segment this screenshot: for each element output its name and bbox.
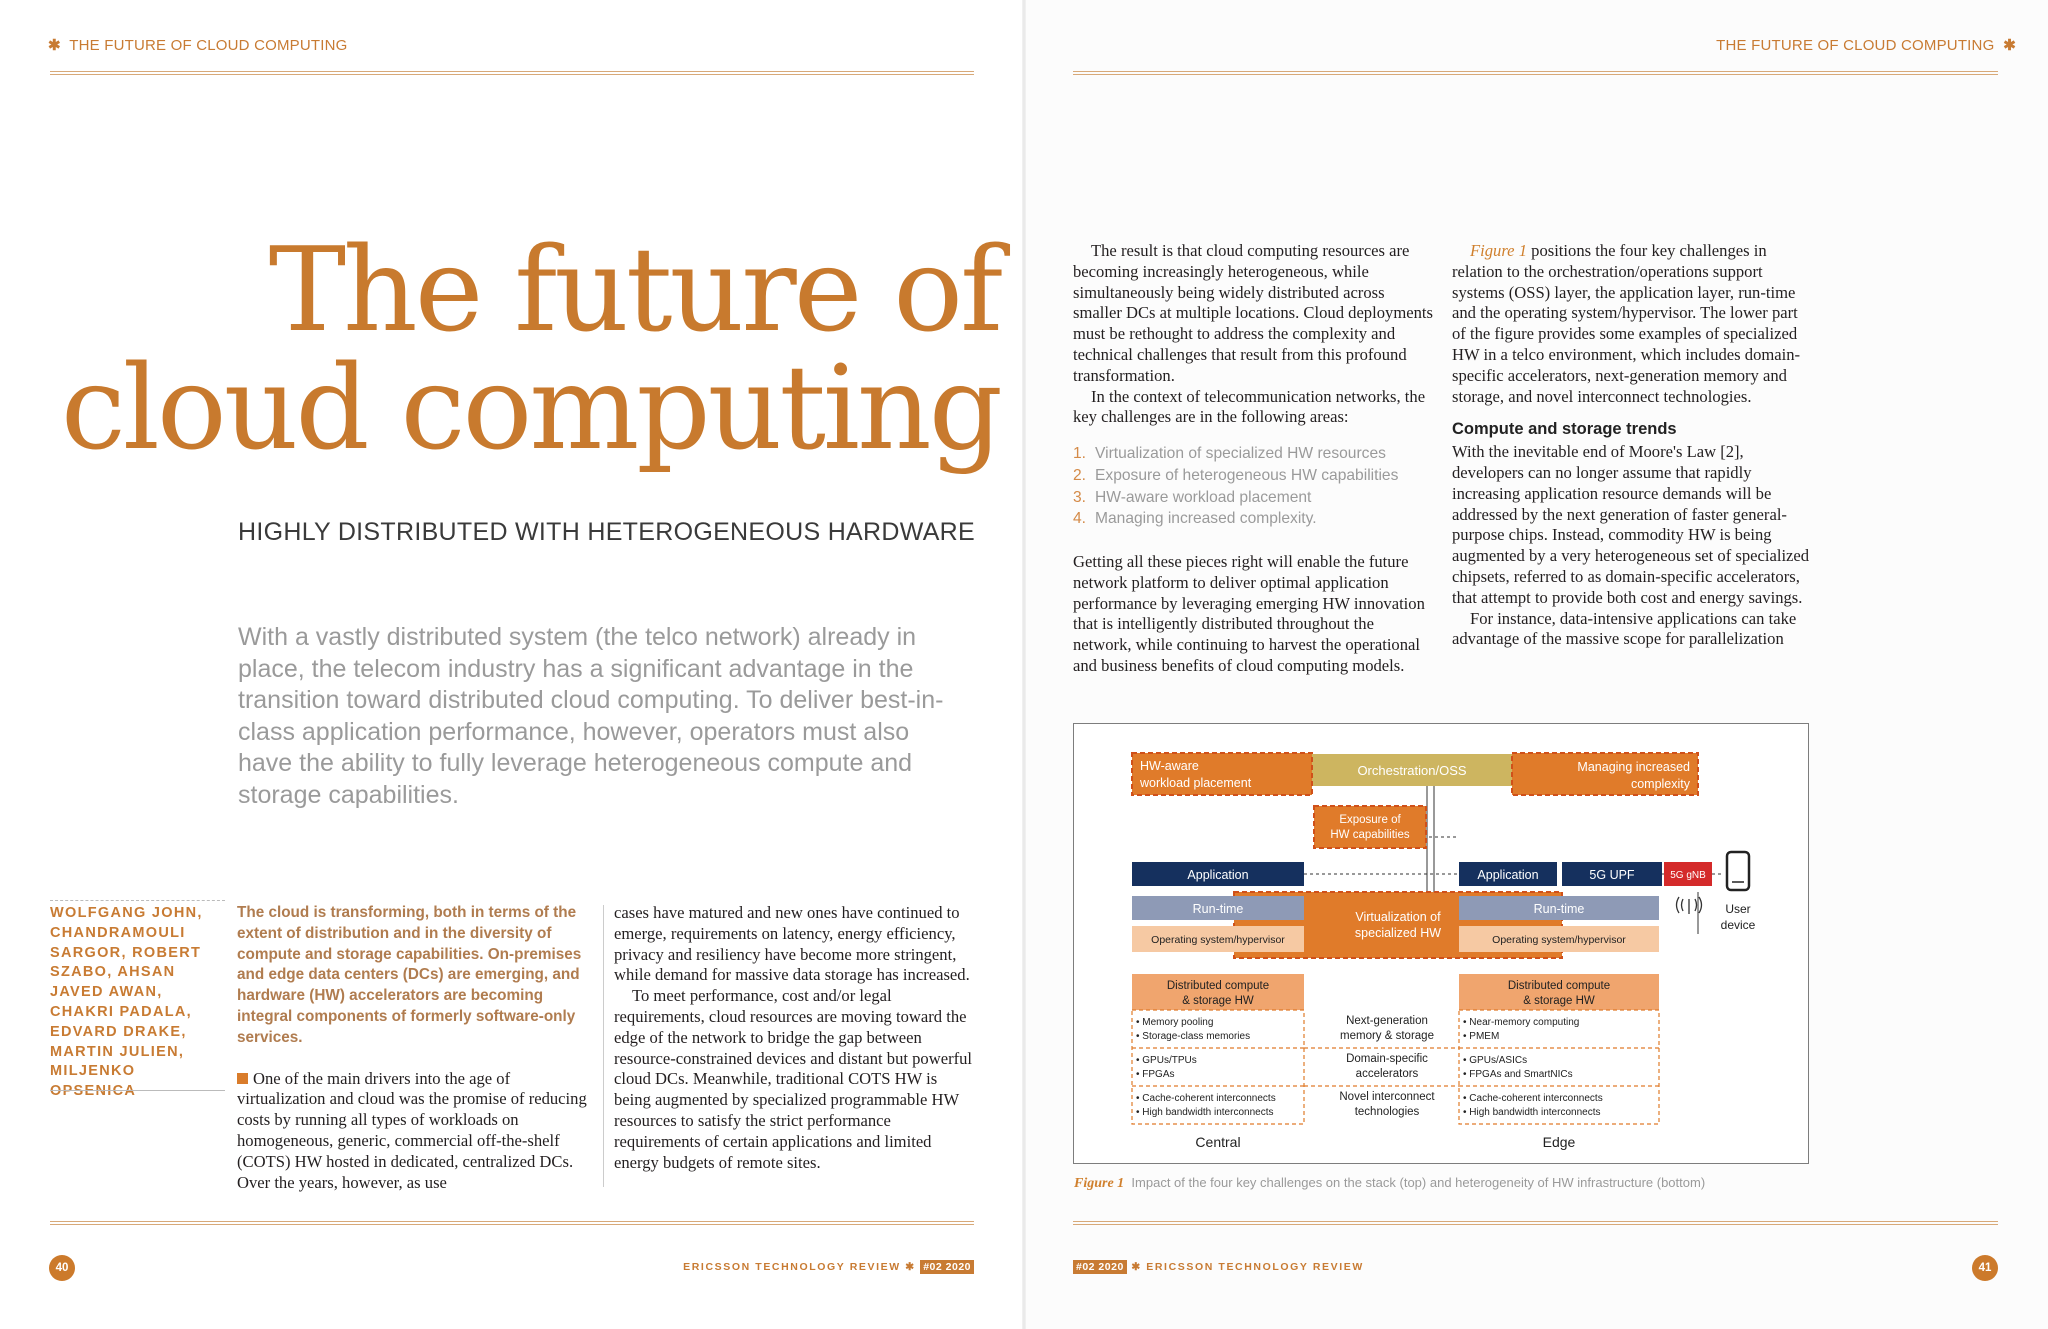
body-paragraph: The result is that cloud computing resources are becoming increasingly heterogeneous, while simultaneously being widely distributed across smaller DCs at multiple locations. Cloud deployments must be rethought to address the complexity and technical challenges that result from this profound transformation. xyxy=(1073,241,1433,385)
figure-link[interactable]: Figure 1 xyxy=(1470,241,1527,260)
footer-magazine-right: #02 2020 ✱ ERICSSON TECHNOLOGY REVIEW xyxy=(1073,1261,1364,1273)
svg-text:memory & storage: memory & storage xyxy=(1340,1030,1434,1042)
star-icon: ✱ xyxy=(905,1261,916,1273)
body-paragraph: Figure 1 positions the four key challenges in relation to the orchestration/operations support systems (OSS) layer, the application layer, run-time and the operating system/hypervisor. The lower part of the figure provides some examples of specialized HW in a telco environment, which includes domain-specific accelerators, next-generation memory and storage, and novel interconnect technologies. xyxy=(1452,241,1801,406)
column-divider xyxy=(603,905,604,1187)
svg-text:• GPUs/TPUs: • GPUs/TPUs xyxy=(1136,1055,1197,1066)
page-number-right: 41 xyxy=(1972,1255,1998,1281)
svg-text:Run-time: Run-time xyxy=(1192,902,1244,916)
figure-1 xyxy=(1073,723,1809,1164)
square-bullet-icon xyxy=(237,1073,248,1084)
issue-tag: #02 2020 xyxy=(920,1260,974,1274)
svg-text:• Cache-coherent interconnects: • Cache-coherent interconnects xyxy=(1136,1093,1276,1104)
figure-diagram xyxy=(1074,724,1810,1165)
svg-text:• PMEM: • PMEM xyxy=(1463,1031,1500,1042)
body-paragraph: To meet performance, cost and/or legal requirements, cloud resources are moving toward the edge of the network to bridge the gap between resource-constrained devices and distant but powerful cloud DCs. Meanwhile, traditional COTS HW is being augmented by specialized programmable HW resources to satisfy the strict performance requirements of certain applications and limited energy budgets of remote sites. xyxy=(614,986,973,1172)
exposure-box xyxy=(1314,806,1426,848)
svg-text:• GPUs/ASICs: • GPUs/ASICs xyxy=(1463,1055,1528,1066)
svg-text:Application: Application xyxy=(1187,868,1249,882)
svg-text:workload placement: workload placement xyxy=(1140,776,1252,790)
header-rule-left xyxy=(50,71,974,75)
authors-rule xyxy=(50,900,225,901)
svg-text:• Near-memory computing: • Near-memory computing xyxy=(1463,1017,1580,1028)
body-paragraph: For instance, data-intensive applications can take advantage of the massive scope for parallelization xyxy=(1452,608,1797,649)
svg-text:complexity: complexity xyxy=(1630,777,1690,791)
body-paragraph: One of the main drivers into the age of virtualization and cloud was the promise of reducing costs by running all types of workloads on homogeneous, generic, commercial off-the-shelf (COTS) HW hosted in dedicated, centralized DCs. Over the years, however, as use xyxy=(237,1068,587,1192)
svg-text:specialized HW: specialized HW xyxy=(1354,926,1442,940)
footer-magazine-left: ERICSSON TECHNOLOGY REVIEW ✱ #02 2020 xyxy=(683,1261,974,1273)
phone-icon xyxy=(1727,852,1749,890)
authors-rule xyxy=(50,1090,225,1091)
user-device-label: User xyxy=(1725,902,1751,916)
svg-text:Application: Application xyxy=(1477,868,1539,882)
svg-text:technologies: technologies xyxy=(1354,1106,1420,1118)
body-column-3-cont xyxy=(1073,552,1433,677)
list-item: 3. HW-aware workload placement xyxy=(1073,488,1312,506)
svg-text:& storage HW: & storage HW xyxy=(1182,995,1254,1007)
body-column-1 xyxy=(237,903,597,1193)
hw-aware-label: HW-aware xyxy=(1140,759,1199,773)
list-item: 1. Virtualization of specialized HW resources xyxy=(1073,445,1386,462)
article-title: The future of cloud computing xyxy=(60,223,1000,476)
svg-text:Distributed compute: Distributed compute xyxy=(1166,980,1270,992)
svg-text:HW capabilities: HW capabilities xyxy=(1330,829,1410,841)
svg-text:Operating system/hypervisor: Operating system/hypervisor xyxy=(1151,934,1285,946)
svg-text:• High bandwidth interconnects: • High bandwidth interconnects xyxy=(1463,1107,1601,1118)
body-column-4 xyxy=(1452,241,1814,650)
body-column-3 xyxy=(1073,241,1433,428)
star-icon: ✱ xyxy=(1131,1261,1142,1273)
svg-text:Next-generation: Next-generation xyxy=(1346,1015,1428,1027)
svg-text:• Cache-coherent interconnects: • Cache-coherent interconnects xyxy=(1463,1093,1603,1104)
figure-caption: Figure 1 Impact of the four key challenges on the stack (top) and heterogeneity of HW infrastructure (bottom) xyxy=(1074,1175,1706,1191)
svg-text:Distributed compute: Distributed compute xyxy=(1507,980,1611,992)
section-heading: Compute and storage trends xyxy=(1452,420,1677,439)
svg-text:& storage HW: & storage HW xyxy=(1523,995,1595,1007)
author-list: WOLFGANG JOHN, CHANDRAMOULI SARGOR, ROBERT SZABO, AHSAN JAVED AWAN, CHAKRI PADALA, EDVARD DRAKE, MARTIN JULIEN, MILJENKO OPSENICA xyxy=(50,905,203,1100)
body-paragraph: With the inevitable end of Moore's Law [2], developers can no longer assume that rapidly increasing application resource demands will be addressed by the next generation of faster general-purpose chips. Instead, commodity HW is being augmented by a very heterogeneous set of specialized chipsets, referred to as domain-specific accelerators, that attempt to provide both cost and energy savings. xyxy=(1452,442,1810,607)
running-head-right: THE FUTURE OF CLOUD COMPUTING ✱ xyxy=(1716,37,2016,54)
edge-label: Edge xyxy=(1542,1134,1576,1150)
body-paragraph: In the context of telecommunication networks, the key challenges are in the following areas: xyxy=(1073,386,1426,427)
svg-text:5G UPF: 5G UPF xyxy=(1589,868,1635,882)
header-rule-right xyxy=(1073,71,1998,75)
footer-rule-right xyxy=(1073,1221,1998,1225)
list-item: 2. Exposure of heterogeneous HW capabilities xyxy=(1073,466,1399,484)
svg-text:• FPGAs and SmartNICs: • FPGAs and SmartNICs xyxy=(1463,1069,1573,1080)
body-paragraph: cases have matured and new ones have continued to emerge, requirements on latency, energy efficiency, privacy and resiliency have become more stringent, while demand for massive data storage has increased. xyxy=(614,903,970,985)
virtualization-label: Virtualization of xyxy=(1355,910,1441,924)
svg-text:accelerators: accelerators xyxy=(1355,1068,1419,1080)
intro-paragraph: With a vastly distributed system (the telco network) already in place, the telecom industry has a significant advantage in the transition toward distributed cloud computing. To deliver best-in-class application performance, however, operators must also have the ability to fully leverage heterogeneous compute and storage capabilities. xyxy=(238,623,944,809)
orchestration-label: Orchestration/OSS xyxy=(1357,763,1467,778)
challenge-list xyxy=(1073,443,1433,530)
article-subtitle: HIGHLY DISTRIBUTED WITH HETEROGENEOUS HARDWARE xyxy=(238,518,976,546)
svg-text:Novel interconnect: Novel interconnect xyxy=(1339,1091,1435,1103)
running-head-left: ✱ THE FUTURE OF CLOUD COMPUTING xyxy=(48,37,348,54)
star-icon: ✱ xyxy=(2003,37,2016,54)
footer-rule-left xyxy=(50,1221,974,1225)
issue-tag: #02 2020 xyxy=(1073,1260,1127,1274)
svg-text:device: device xyxy=(1720,918,1756,932)
svg-text:• FPGAs: • FPGAs xyxy=(1136,1069,1175,1080)
svg-text:• High bandwidth interconnects: • High bandwidth interconnects xyxy=(1136,1107,1274,1118)
list-item: 4. Managing increased complexity. xyxy=(1073,510,1317,528)
central-label: Central xyxy=(1195,1134,1241,1150)
svg-text:5G gNB: 5G gNB xyxy=(1670,870,1706,881)
svg-text:Operating system/hypervisor: Operating system/hypervisor xyxy=(1492,934,1626,946)
svg-text:Domain-specific: Domain-specific xyxy=(1346,1053,1428,1065)
body-paragraph: Getting all these pieces right will enable the future network platform to deliver optimal application performance by leveraging emerging HW innovation that is intelligently distributed throughout the network, while continuing to harvest the operational and business benefits of cloud computing models. xyxy=(1073,552,1425,675)
lead-paragraph: The cloud is transforming, both in terms of the extent of distribution and in the diversity of compute and storage capabilities. On-premises and edge data centers (DCs) are emerging, and hardware (HW) accelerators are becoming integral components of formerly software-only services. xyxy=(237,904,582,1046)
svg-text:Run-time: Run-time xyxy=(1533,902,1585,916)
exposure-label: Exposure of xyxy=(1339,814,1401,826)
body-column-2 xyxy=(614,903,974,1173)
svg-text:• Storage-class memories: • Storage-class memories xyxy=(1136,1031,1251,1042)
page-number-left: 40 xyxy=(49,1255,75,1281)
page-gutter xyxy=(1022,0,1026,1329)
star-icon: ✱ xyxy=(48,37,61,54)
svg-text:• Memory pooling: • Memory pooling xyxy=(1136,1017,1214,1028)
managing-label: Managing increased xyxy=(1577,760,1690,774)
